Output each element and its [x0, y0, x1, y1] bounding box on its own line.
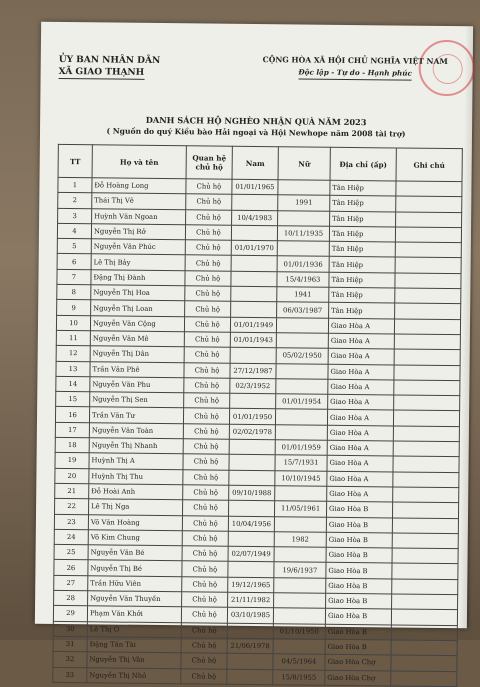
row-address: Tân Hiệp [329, 257, 395, 273]
row-note [394, 395, 460, 411]
row-male-dob [231, 256, 277, 272]
row-number: 9 [57, 300, 91, 316]
row-female-dob [274, 516, 326, 532]
row-name: Nguyễn Thị Nhanh [89, 438, 183, 454]
row-note [391, 625, 457, 641]
row-name: Nguyễn Thị Hoa [91, 285, 185, 301]
row-male-dob: 01/01/1950 [229, 409, 275, 425]
row-number: 2 [58, 193, 92, 209]
row-name: Lê Thị Bảy [91, 254, 185, 270]
row-number: 20 [55, 468, 89, 484]
row-name: Đỗ Hoài Anh [89, 484, 183, 500]
row-number: 7 [57, 269, 91, 285]
row-address: Giao Hòa A [327, 486, 393, 502]
row-name: Nguyễn Văn Mê [90, 331, 184, 347]
column-header-male: Nam [232, 146, 278, 179]
row-number: 11 [56, 330, 90, 346]
column-header-tt: TT [58, 144, 92, 177]
row-female-dob: 01/01/1936 [277, 256, 329, 272]
row-name: Nguyễn Thị Vân [87, 652, 181, 668]
row-relation: Chủ hộ [185, 286, 231, 302]
row-number: 27 [54, 575, 88, 591]
row-name: Nguyễn Văn Bé [88, 545, 182, 561]
row-address: Giao Hòa B [326, 578, 392, 594]
row-address: Giao Hòa A [327, 456, 393, 472]
row-male-dob [229, 470, 275, 486]
row-address: Tân Hiệp [330, 180, 396, 196]
row-name: Trần Văn Tư [89, 407, 183, 423]
row-male-dob [231, 271, 277, 287]
row-address: Giao Hòa A [328, 318, 394, 334]
row-number: 30 [53, 621, 87, 637]
document-subtitle: ( Nguồn do quý Kiều bào Hải ngoại và Hội Newhope năm 2008 tài trợ) [106, 126, 406, 139]
row-note [395, 242, 461, 258]
row-relation: Chủ hộ [183, 439, 229, 455]
row-female-dob: 1991 [278, 195, 330, 211]
row-relation: Chủ hộ [184, 393, 230, 409]
row-note [395, 288, 461, 304]
row-number: 25 [54, 545, 88, 561]
row-relation: Chủ hộ [183, 454, 229, 470]
row-male-dob [227, 653, 273, 669]
row-note [394, 365, 460, 381]
row-relation: Chủ hộ [182, 515, 228, 531]
row-male-dob [227, 623, 273, 639]
nation-name: CỘNG HÒA XÃ HỘI CHỦ NGHĨA VIỆT NAM [262, 55, 448, 67]
row-male-dob: 27/12/1987 [230, 363, 276, 379]
row-relation: Chủ hộ [182, 576, 228, 592]
row-relation: Chủ hộ [182, 592, 228, 608]
row-name: Nguyễn Văn Cộng [90, 315, 184, 331]
row-note [392, 502, 458, 518]
row-female-dob [274, 577, 326, 593]
row-female-dob [274, 547, 326, 563]
row-female-dob [278, 180, 330, 196]
row-name: Nguyễn Thị Sen [90, 392, 184, 408]
row-relation: Chủ hộ [181, 638, 227, 654]
row-address: Tân Hiệp [329, 272, 395, 288]
row-name: Đỗ Hoàng Long [92, 178, 186, 194]
row-male-dob [230, 348, 276, 364]
row-male-dob [229, 500, 275, 516]
row-male-dob [228, 531, 274, 547]
row-address: Tân Hiệp [329, 226, 395, 242]
row-address: Giao Hòa B [326, 547, 392, 563]
row-address: Giao Hòa B [325, 609, 391, 625]
row-number: 10 [56, 315, 90, 331]
row-female-dob [276, 333, 328, 349]
row-number: 29 [53, 606, 87, 622]
row-relation: Chủ hộ [183, 424, 229, 440]
row-note [391, 670, 457, 686]
row-female-dob: 15/4/1963 [277, 272, 329, 288]
row-address: Giao Hòa B [326, 532, 392, 548]
row-address: Giao Hòa B [325, 624, 391, 640]
row-address: Giao Hòa B [326, 563, 392, 579]
row-number: 14 [56, 376, 90, 392]
row-male-dob [228, 562, 274, 578]
row-female-dob [276, 363, 328, 379]
row-female-dob: 15/8/1955 [273, 669, 325, 685]
row-note [392, 594, 458, 610]
row-female-dob: 06/03/1987 [277, 302, 329, 318]
row-female-dob [274, 593, 326, 609]
row-relation: Chủ hộ [182, 561, 228, 577]
row-female-dob: 01/01/1959 [275, 440, 327, 456]
row-name: Thái Thị Vẽ [92, 193, 186, 209]
row-address: Giao Hòa A [328, 379, 394, 395]
row-address: Giao Hòa A [328, 349, 394, 365]
row-address: Tân Hiệp [329, 303, 395, 319]
row-name: Nguyễn Thị Bé [88, 560, 182, 576]
row-relation: Chủ hộ [183, 469, 229, 485]
row-relation: Chủ hộ [183, 408, 229, 424]
row-male-dob: 21/11/1982 [228, 592, 274, 608]
row-female-dob: 04/5/1964 [273, 654, 325, 670]
row-male-dob [229, 439, 275, 455]
row-number: 18 [55, 437, 89, 453]
row-male-dob [230, 393, 276, 409]
row-number: 15 [56, 392, 90, 408]
row-name: Phạm Văn Khởi [87, 606, 181, 622]
row-female-dob [275, 424, 327, 440]
row-male-dob: 01/01/1943 [230, 332, 276, 348]
row-relation: Chủ hộ [185, 225, 231, 241]
row-name: Lê Thị Nga [89, 499, 183, 515]
row-relation: Chủ hộ [181, 622, 227, 638]
row-female-dob [273, 639, 325, 655]
row-male-dob: 10/04/1956 [228, 516, 274, 532]
row-note [393, 441, 459, 457]
row-number: 4 [57, 223, 91, 239]
column-header-relation: Quan hệ chủ hộ [186, 146, 232, 179]
row-number: 1 [58, 177, 92, 193]
column-header-name: Họ và tên [92, 145, 186, 179]
row-note [393, 410, 459, 426]
row-relation: Chủ hộ [182, 531, 228, 547]
row-number: 22 [55, 499, 89, 515]
row-female-dob: 10/11/1935 [277, 226, 329, 242]
row-note [393, 426, 459, 442]
row-number: 6 [57, 254, 91, 270]
row-address: Giao Hòa Chợ [325, 670, 391, 686]
row-note [395, 273, 461, 289]
row-male-dob [231, 286, 277, 302]
row-number: 28 [54, 590, 88, 606]
row-male-dob [231, 302, 277, 318]
row-name: Đặng Tấn Tài [87, 637, 181, 653]
row-name: Nguyễn Thị Rở [91, 224, 185, 240]
row-relation: Chủ hộ [181, 668, 227, 684]
row-note [396, 181, 462, 197]
paper-document [35, 22, 473, 682]
row-note [394, 319, 460, 335]
row-female-dob [276, 379, 328, 395]
row-address: Giao Hòa A [327, 425, 393, 441]
row-relation: Chủ hộ [184, 316, 230, 332]
row-number: 19 [55, 453, 89, 469]
row-female-dob: 15/7/1931 [275, 455, 327, 471]
row-male-dob [229, 455, 275, 471]
agency-line-2: XÃ GIAO THẠNH [58, 66, 145, 78]
national-motto: Độc lập - Tự do - Hạnh phúc [298, 66, 412, 80]
row-number: 24 [54, 529, 88, 545]
row-name: Trần Văn Phê [90, 361, 184, 377]
row-address: Tân Hiệp [329, 241, 395, 257]
row-note [396, 212, 462, 228]
row-address: Giao Hòa A [327, 440, 393, 456]
column-header-address: Địa chỉ (ấp) [330, 147, 396, 181]
row-female-dob [275, 486, 327, 502]
row-name: Nguyễn Thị Dân [90, 346, 184, 362]
row-note [395, 257, 461, 273]
row-male-dob: 01/01/1949 [230, 317, 276, 333]
row-note [395, 303, 461, 319]
row-note [393, 487, 459, 503]
row-male-dob [232, 195, 278, 211]
row-number: 33 [53, 667, 87, 683]
row-male-dob: 21/06/1978 [227, 638, 273, 654]
row-name: Nguyễn Văn Toàn [89, 423, 183, 439]
row-relation: Chủ hộ [184, 378, 230, 394]
row-relation: Chủ hộ [185, 240, 231, 256]
row-male-dob [227, 669, 273, 685]
row-relation: Chủ hộ [186, 209, 232, 225]
row-name: Nguyễn Văn Phúc [91, 239, 185, 255]
row-name: Nguyễn Thị Loan [91, 300, 185, 316]
row-name: Võ Kim Chung [88, 530, 182, 546]
row-address: Giao Hòa A [328, 394, 394, 410]
row-note [394, 380, 460, 396]
row-note [393, 456, 459, 472]
row-note [394, 334, 460, 350]
row-address: Giao Hòa Chợ [325, 654, 391, 670]
column-header-female: Nữ [278, 147, 330, 181]
row-address: Giao Hòa A [328, 364, 394, 380]
row-name: Nguyễn Văn Phu [90, 377, 184, 393]
agency-line-1: ỦY BAN NHÂN DÂN [58, 54, 161, 67]
row-female-dob: 1941 [277, 287, 329, 303]
row-male-dob: 02/07/1949 [228, 546, 274, 562]
row-name: Nguyễn Thị Nhỏ [87, 667, 181, 683]
household-table [52, 144, 463, 687]
row-address: Tân Hiệp [329, 287, 395, 303]
row-female-dob: 10/10/1945 [275, 470, 327, 486]
row-note [396, 196, 462, 212]
row-number: 23 [54, 514, 88, 530]
row-number: 3 [58, 208, 92, 224]
row-female-dob [276, 317, 328, 333]
row-number: 21 [55, 483, 89, 499]
row-address: Giao Hòa A [327, 410, 393, 426]
row-relation: Chủ hộ [182, 546, 228, 562]
row-number: 17 [55, 422, 89, 438]
row-note [391, 655, 457, 671]
row-address: Giao Hòa B [325, 639, 391, 655]
row-female-dob [278, 210, 330, 226]
row-relation: Chủ hộ [183, 500, 229, 516]
row-male-dob: 01/01/1965 [232, 179, 278, 195]
row-relation: Chủ hộ [181, 653, 227, 669]
row-address: Giao Hòa B [326, 593, 392, 609]
row-female-dob: 11/05/1961 [274, 501, 326, 517]
row-name: Đặng Thị Đành [91, 270, 185, 286]
row-number: 13 [56, 361, 90, 377]
row-female-dob [275, 409, 327, 425]
row-note [394, 349, 460, 365]
row-male-dob: 02/3/1952 [230, 378, 276, 394]
row-address: Giao Hòa B [326, 502, 392, 518]
row-name: Huỳnh Văn Ngoan [92, 208, 186, 224]
row-note [395, 227, 461, 243]
row-note [392, 533, 458, 549]
row-relation: Chủ hộ [186, 179, 232, 195]
row-relation: Chủ hộ [181, 607, 227, 623]
row-female-dob: 01/10/1950 [273, 623, 325, 639]
row-number: 32 [53, 652, 87, 668]
row-address: Giao Hòa A [328, 333, 394, 349]
row-male-dob: 02/02/1978 [229, 424, 275, 440]
row-male-dob: 19/12/1965 [228, 577, 274, 593]
row-relation: Chủ hộ [184, 332, 230, 348]
row-note [392, 563, 458, 579]
row-address: Tân Hiệp [330, 196, 396, 212]
row-number: 8 [57, 285, 91, 301]
row-female-dob: 1982 [274, 532, 326, 548]
national-header [253, 54, 458, 81]
row-address: Giao Hòa B [326, 517, 392, 533]
row-relation: Chủ hộ [184, 362, 230, 378]
row-name: Huỳnh Thị Thu [89, 468, 183, 484]
row-address: Tân Hiệp [330, 211, 396, 227]
row-female-dob: 19/6/1937 [274, 562, 326, 578]
row-name: Nguyễn Văn Thuyền [88, 591, 182, 607]
row-name: Huỳnh Thị A [89, 453, 183, 469]
row-number: 12 [56, 346, 90, 362]
document-title: DANH SÁCH HỘ NGHÈO NHẬN QUÀ NĂM 2023 [145, 114, 367, 128]
row-male-dob: 01/01/1970 [231, 240, 277, 256]
row-number: 5 [57, 239, 91, 255]
row-number: 31 [53, 636, 87, 652]
row-note [392, 579, 458, 595]
row-address: Giao Hòa A [327, 471, 393, 487]
row-female-dob: 01/01/1954 [276, 394, 328, 410]
table-row [53, 667, 457, 687]
row-number: 26 [54, 560, 88, 576]
row-female-dob [273, 608, 325, 624]
row-relation: Chủ hộ [185, 271, 231, 287]
row-male-dob: 03/10/1985 [227, 608, 273, 624]
column-header-note: Ghi chú [396, 148, 462, 182]
row-note [391, 640, 457, 656]
row-relation: Chủ hộ [184, 347, 230, 363]
row-male-dob [231, 225, 277, 241]
row-male-dob: 10/4/1983 [232, 210, 278, 226]
row-note [391, 609, 457, 625]
row-relation: Chủ hộ [186, 194, 232, 210]
row-note [393, 472, 459, 488]
table-header-row [58, 144, 462, 181]
row-relation: Chủ hộ [185, 301, 231, 317]
row-name: Võ Văn Hoàng [88, 514, 182, 530]
row-female-dob: 05/02/1950 [276, 348, 328, 364]
row-relation: Chủ hộ [185, 255, 231, 271]
row-note [392, 548, 458, 564]
row-relation: Chủ hộ [183, 485, 229, 501]
row-name: Lê Thị Ó [87, 621, 181, 637]
row-number: 16 [55, 407, 89, 423]
row-name: Trần Hữu Viên [88, 575, 182, 591]
row-female-dob [277, 241, 329, 257]
row-note [392, 517, 458, 533]
row-male-dob: 09/10/1988 [229, 485, 275, 501]
agency-header [59, 54, 161, 80]
